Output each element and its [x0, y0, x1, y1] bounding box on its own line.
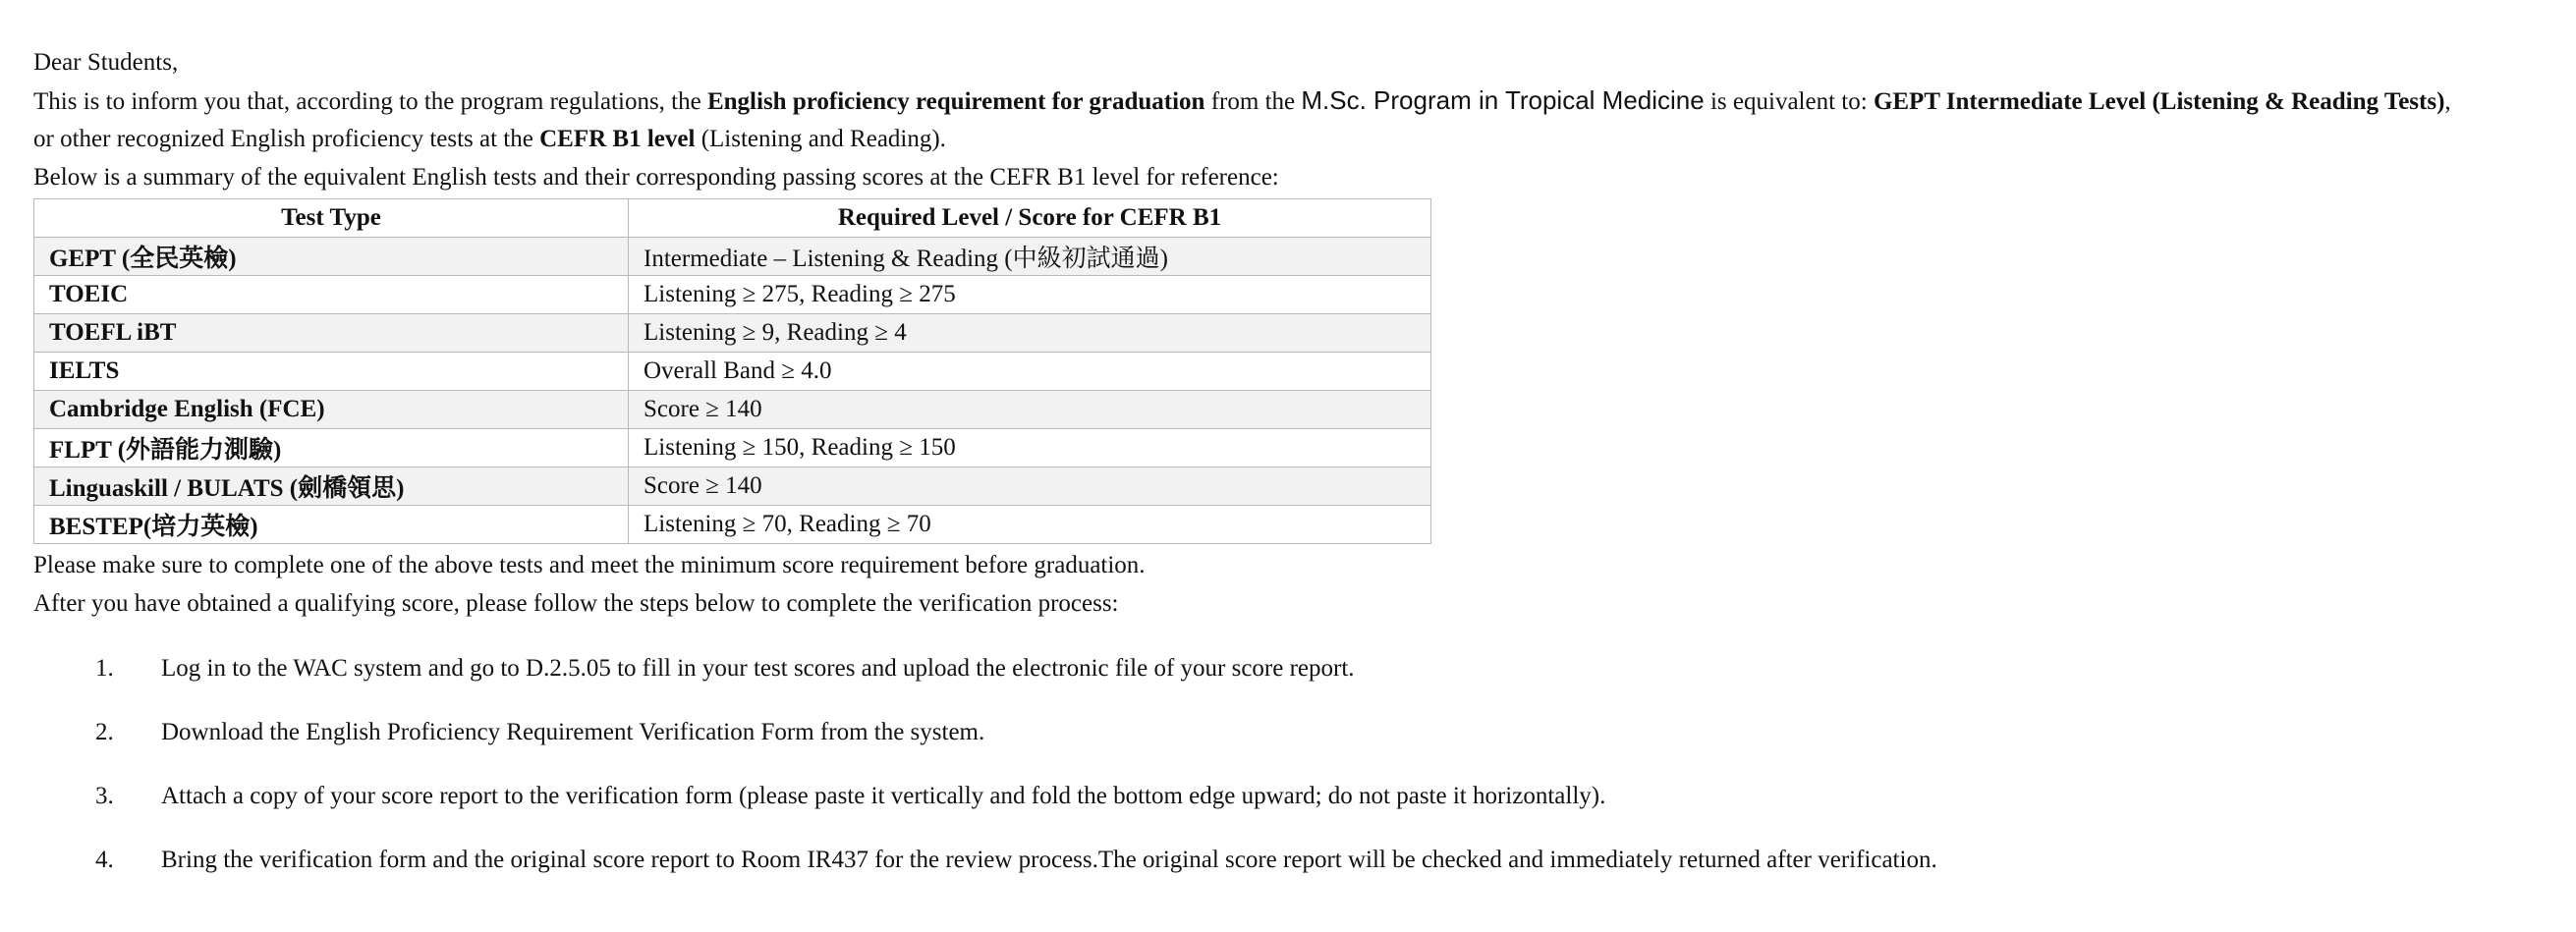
test-type-cell: IELTS — [34, 353, 629, 391]
table-row — [34, 238, 1431, 276]
required-score-cell: Listening ≥ 275, Reading ≥ 275 — [629, 276, 1431, 314]
intro-text: , — [2444, 88, 2451, 115]
table-row — [34, 506, 1431, 544]
graduation-requirement-emphasis: English proficiency requirement for graduation — [706, 88, 1205, 115]
table-row — [34, 391, 1431, 429]
intro-text: or other recognized English proficiency tests at the — [33, 126, 540, 152]
column-header-test-type: Test Type — [34, 199, 629, 238]
required-score-cell: Overall Band ≥ 4.0 — [629, 353, 1431, 391]
list-item — [33, 649, 2568, 713]
required-score-cell: Score ≥ 140 — [629, 467, 1431, 506]
completion-reminder: Please make sure to complete one of the above tests and meet the minimum score requirement before graduation. — [33, 552, 1146, 578]
table-row — [34, 314, 1431, 353]
intro-paragraph-line-2 — [33, 120, 2568, 158]
required-score-cell: Score ≥ 140 — [629, 391, 1431, 429]
verification-intro: After you have obtained a qualifying score, please follow the steps below to complete the verification process: — [33, 590, 1119, 617]
step-number: 4. — [95, 847, 114, 873]
step-number: 3. — [95, 783, 114, 809]
step-number: 2. — [95, 719, 114, 745]
required-score-cell: Listening ≥ 70, Reading ≥ 70 — [629, 506, 1431, 544]
equivalent-tests-table — [33, 198, 1431, 544]
test-type-cell: BESTEP(培力英檢) — [34, 506, 629, 544]
table-row — [34, 467, 1431, 506]
step-text: Bring the verification form and the original score report to Room IR437 for the review process.The original score report will be checked and immediately returned after verification. — [161, 847, 1937, 873]
step-text: Download the English Proficiency Requirement Verification Form from the system. — [161, 719, 985, 745]
test-type-cell: FLPT (外語能力測驗) — [34, 429, 629, 467]
intro-text: is equivalent to: — [1704, 88, 1874, 115]
program-name: M.Sc. Program in Tropical Medicine — [1301, 85, 1705, 115]
list-item — [33, 713, 2568, 777]
step-text: Log in to the WAC system and go to D.2.5.05 to fill in your test scores and upload the electronic file of your score report. — [161, 655, 1355, 682]
intro-text: from the — [1204, 88, 1302, 115]
table-intro: Below is a summary of the equivalent English tests and their corresponding passing scores at the CEFR B1 level for reference: — [33, 164, 1279, 191]
gept-level-emphasis: GEPT Intermediate Level (Listening & Reading Tests) — [1873, 88, 2445, 115]
test-type-cell: GEPT (全民英檢) — [34, 238, 629, 276]
table-header-row — [34, 199, 1431, 238]
step-text: Attach a copy of your score report to the verification form (please paste it vertically and fold the bottom edge upward; do not paste it horizontally). — [161, 783, 1606, 809]
list-item — [33, 841, 2568, 905]
test-type-cell: TOEFL iBT — [34, 314, 629, 353]
notice-document — [33, 43, 2568, 905]
step-number: 1. — [95, 655, 114, 682]
required-score-cell: Intermediate – Listening & Reading (中級初試通過) — [629, 238, 1431, 276]
intro-text: This is to inform you that, according to the program regulations, the — [33, 88, 707, 115]
test-type-cell: TOEIC — [34, 276, 629, 314]
required-score-cell: Listening ≥ 9, Reading ≥ 4 — [629, 314, 1431, 353]
test-type-cell: Cambridge English (FCE) — [34, 391, 629, 429]
table-row — [34, 353, 1431, 391]
table-row — [34, 429, 1431, 467]
intro-text: (Listening and Reading). — [695, 126, 946, 152]
column-header-required-score: Required Level / Score for CEFR B1 — [629, 199, 1431, 238]
cefr-level-emphasis: CEFR B1 level — [539, 126, 696, 152]
verification-steps-list — [33, 649, 2568, 905]
test-type-cell: Linguaskill / BULATS (劍橋領思) — [34, 467, 629, 506]
list-item — [33, 777, 2568, 841]
greeting: Dear Students, — [33, 49, 179, 76]
table-row — [34, 276, 1431, 314]
intro-paragraph-line-1 — [33, 82, 2568, 120]
required-score-cell: Listening ≥ 150, Reading ≥ 150 — [629, 429, 1431, 467]
